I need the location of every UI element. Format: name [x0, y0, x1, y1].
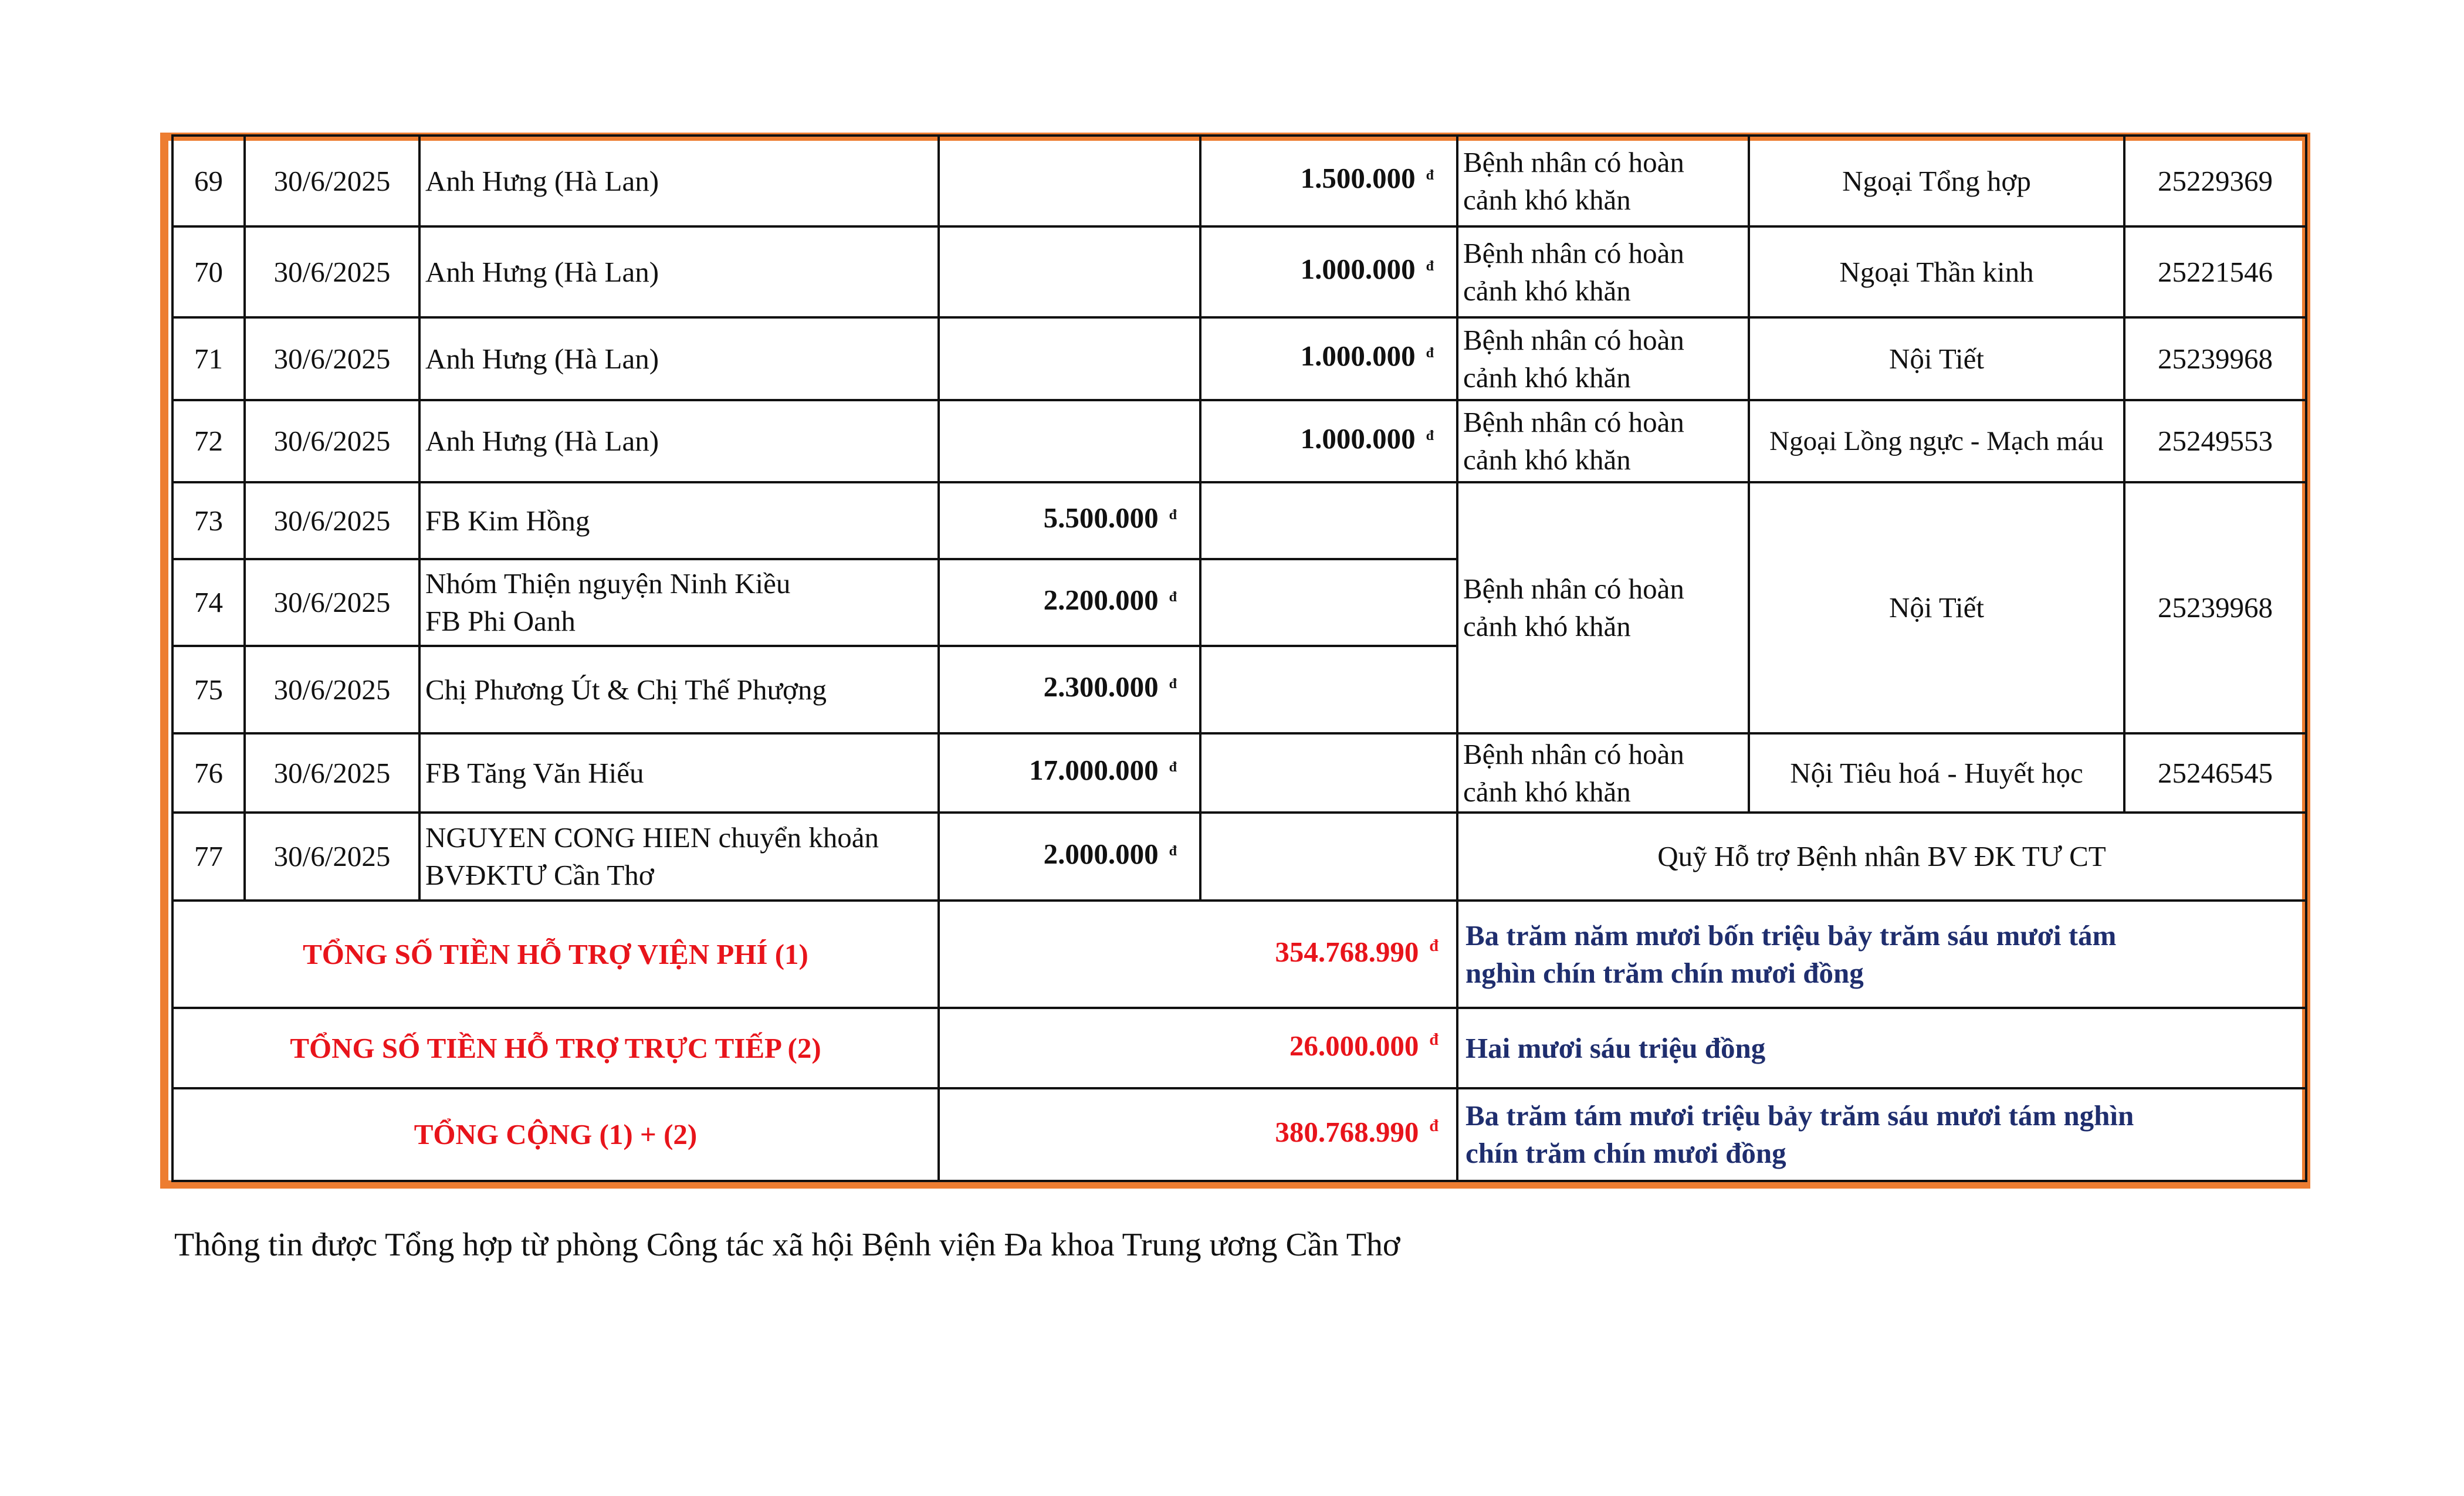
row-department: Nội Tiết [1749, 317, 2124, 400]
row-department: Ngoại Thần kinh [1749, 226, 2124, 317]
row-direct-amount [939, 400, 1200, 482]
row-hospital-amount: 1.000.000 $^đ$ [1200, 226, 1457, 317]
row-date: 30/6/2025 [245, 317, 419, 400]
row-date: 30/6/2025 [245, 482, 419, 559]
table-row [172, 226, 2306, 317]
row-donor: Nhóm Thiện nguyện Ninh Kiều FB Phi Oanh [419, 559, 939, 646]
row-hospital-amount: 1.000.000 $^đ$ [1200, 317, 1457, 400]
row-hospital-amount [1200, 733, 1457, 813]
footer-note: Thông tin được Tổng hợp từ phòng Công tác xã hội Bệnh viện Đa khoa Trung ương Cần Thơ [174, 1227, 1400, 1263]
row-date: 30/6/2025 [245, 733, 419, 813]
row-date: 30/6/2025 [245, 400, 419, 482]
row-code: 25239968 [2124, 482, 2306, 733]
row-number: 71 [172, 317, 245, 400]
row-department: Ngoại Lồng ngực - Mạch máu [1749, 400, 2124, 482]
row-number: 77 [172, 813, 245, 901]
total-amount: 354.768.990 $^đ$ [939, 901, 1457, 1008]
total-row-direct [172, 1008, 2306, 1088]
total-in-words: Hai mươi sáu triệu đồng [1457, 1008, 2306, 1088]
total-row-hospital-fee [172, 901, 2306, 1008]
row-direct-amount: 17.000.000 $^đ$ [939, 733, 1200, 813]
table-row [172, 813, 2306, 901]
row-number: 73 [172, 482, 245, 559]
row-number: 69 [172, 136, 245, 226]
total-amount: 380.768.990 $^đ$ [939, 1088, 1457, 1181]
total-label: TỔNG SỐ TIỀN HỖ TRỢ VIỆN PHÍ (1) [172, 901, 939, 1008]
donation-table [171, 134, 2307, 1182]
row-donor: Anh Hưng (Hà Lan) [419, 226, 939, 317]
total-amount: 26.000.000 $^đ$ [939, 1008, 1457, 1088]
total-row-grand [172, 1088, 2306, 1181]
row-beneficiary: Bệnh nhân có hoàn cảnh khó khăn [1457, 226, 1749, 317]
row-beneficiary: Bệnh nhân có hoàn cảnh khó khăn [1457, 317, 1749, 400]
row-donor: Anh Hưng (Hà Lan) [419, 317, 939, 400]
row-beneficiary: Bệnh nhân có hoàn cảnh khó khăn [1457, 136, 1749, 226]
row-date: 30/6/2025 [245, 559, 419, 646]
table-row [172, 400, 2306, 482]
row-hospital-amount [1200, 482, 1457, 559]
row-number: 76 [172, 733, 245, 813]
table-row [172, 317, 2306, 400]
total-in-words: Ba trăm năm mươi bốn triệu bảy trăm sáu mươi tám nghìn chín trăm chín mươi đồng [1457, 901, 2306, 1008]
row-direct-amount [939, 136, 1200, 226]
row-direct-amount [939, 317, 1200, 400]
row-donor: NGUYEN CONG HIEN chuyển khoản BVĐKTƯ Cần Thơ [419, 813, 939, 901]
row-number: 74 [172, 559, 245, 646]
row-date: 30/6/2025 [245, 646, 419, 733]
table-row [172, 733, 2306, 813]
row-direct-amount: 2.300.000 $^đ$ [939, 646, 1200, 733]
row-hospital-amount [1200, 559, 1457, 646]
row-direct-amount [939, 226, 1200, 317]
row-donor: FB Kim Hồng [419, 482, 939, 559]
row-hospital-amount: 1.500.000 $^đ$ [1200, 136, 1457, 226]
row-direct-amount: 2.200.000 $^đ$ [939, 559, 1200, 646]
row-code: 25246545 [2124, 733, 2306, 813]
row-department: Nội Tiết [1749, 482, 2124, 733]
row-number: 72 [172, 400, 245, 482]
table-row [172, 482, 2306, 559]
row-beneficiary: Bệnh nhân có hoàn cảnh khó khăn [1457, 482, 1749, 733]
row-date: 30/6/2025 [245, 136, 419, 226]
row-hospital-amount: 1.000.000 $^đ$ [1200, 400, 1457, 482]
row-date: 30/6/2025 [245, 226, 419, 317]
row-code: 25221546 [2124, 226, 2306, 317]
row-date: 30/6/2025 [245, 813, 419, 901]
row-department: Nội Tiêu hoá - Huyết học [1749, 733, 2124, 813]
row-donor: Anh Hưng (Hà Lan) [419, 400, 939, 482]
row-hospital-amount [1200, 813, 1457, 901]
total-label: TỔNG SỐ TIỀN HỖ TRỢ TRỰC TIẾP (2) [172, 1008, 939, 1088]
row-department: Ngoại Tổng hợp [1749, 136, 2124, 226]
row-beneficiary: Bệnh nhân có hoàn cảnh khó khăn [1457, 400, 1749, 482]
total-in-words: Ba trăm tám mươi triệu bảy trăm sáu mươi tám nghìn chín trăm chín mươi đồng [1457, 1088, 2306, 1181]
row-donor: Anh Hưng (Hà Lan) [419, 136, 939, 226]
row-number: 70 [172, 226, 245, 317]
row-number: 75 [172, 646, 245, 733]
row-donor: FB Tăng Văn Hiếu [419, 733, 939, 813]
row-hospital-amount [1200, 646, 1457, 733]
row-direct-amount: 2.000.000 $^đ$ [939, 813, 1200, 901]
row-direct-amount: 5.500.000 $^đ$ [939, 482, 1200, 559]
row-donor: Chị Phương Út & Chị Thế Phượng [419, 646, 939, 733]
row-beneficiary: Bệnh nhân có hoàn cảnh khó khăn [1457, 733, 1749, 813]
table-row [172, 136, 2306, 226]
row-fund: Quỹ Hỗ trợ Bệnh nhân BV ĐK TƯ CT [1457, 813, 2306, 901]
row-code: 25249553 [2124, 400, 2306, 482]
total-label: TỔNG CỘNG (1) + (2) [172, 1088, 939, 1181]
row-code: 25239968 [2124, 317, 2306, 400]
row-code: 25229369 [2124, 136, 2306, 226]
